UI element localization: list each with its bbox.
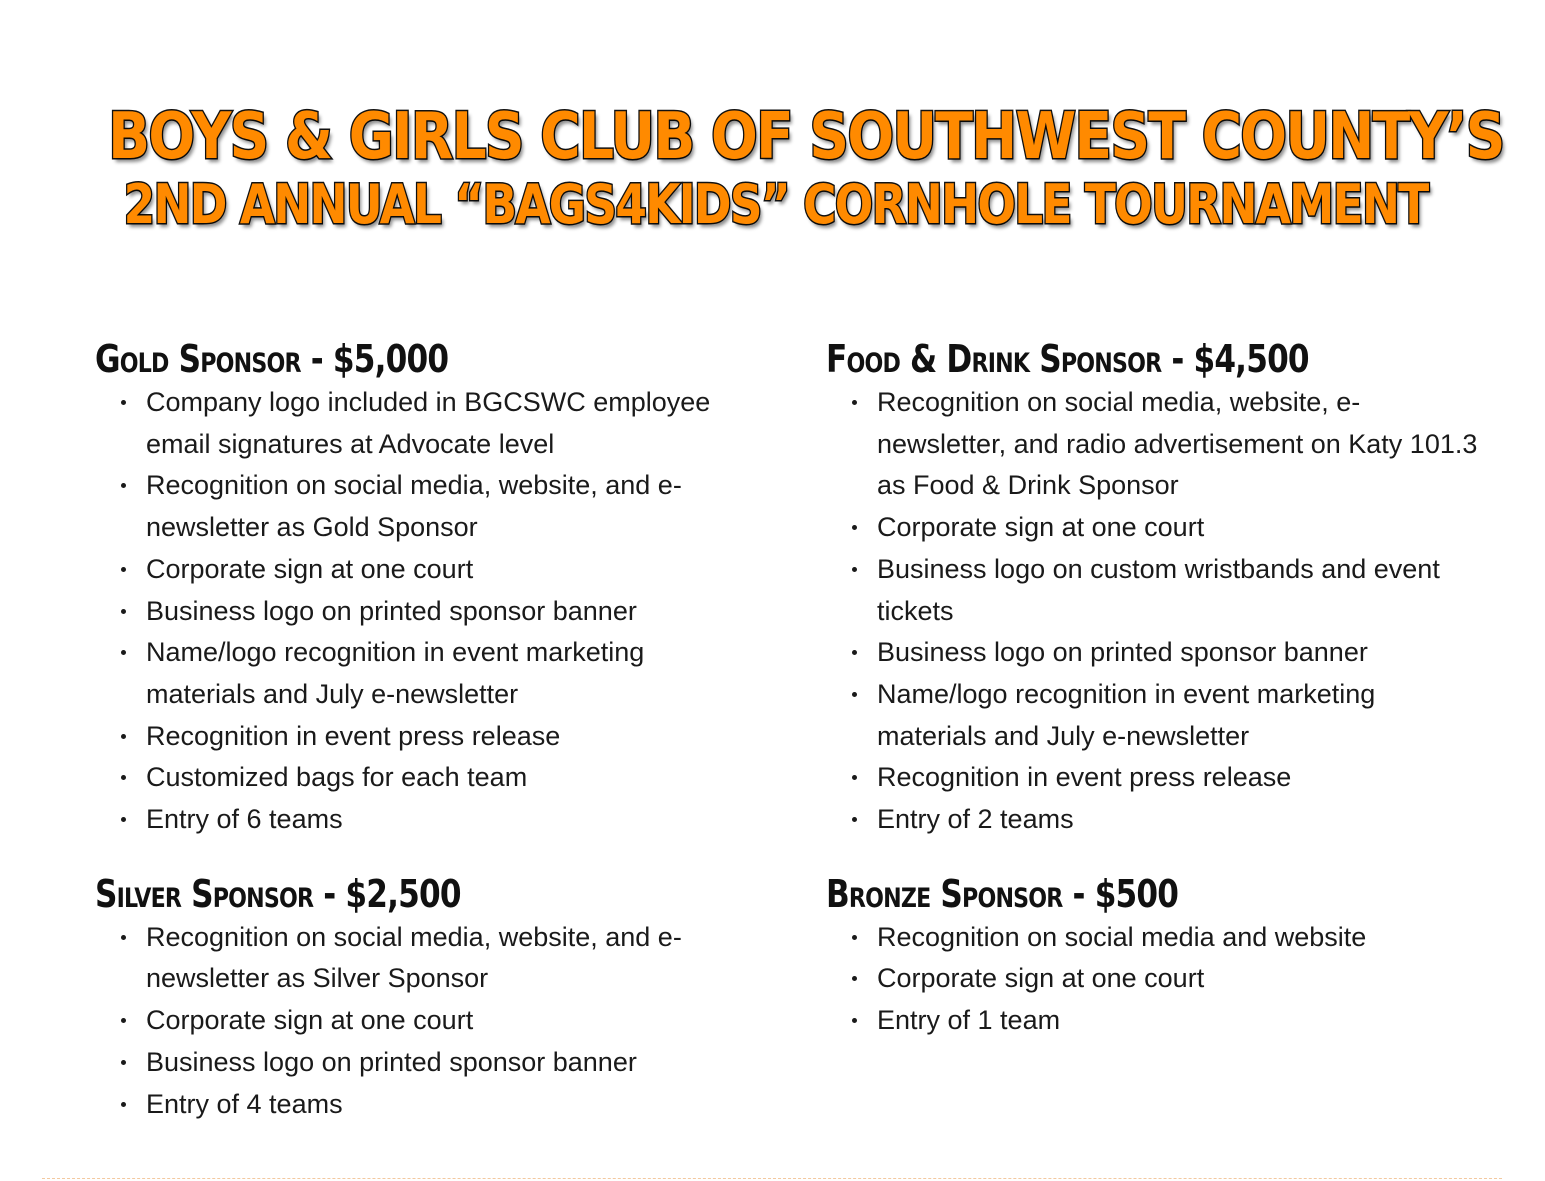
benefit-list-item	[95, 1042, 755, 1084]
benefit-text: Recognition in event press release	[146, 720, 561, 751]
bronze-sponsor-section	[826, 871, 1486, 1042]
title-line-1: BOYS & GIRLS CLUB OF SOUTHWEST COUNTY’S	[108, 100, 1504, 174]
bullet-icon	[121, 935, 126, 940]
benefit-text: Business logo on custom wristbands and event tickets	[877, 553, 1440, 626]
benefit-text: Corporate sign at one court	[877, 963, 1205, 994]
benefit-text: Recognition on social media, website, and e-newsletter as Silver Sponsor	[146, 921, 682, 994]
benefit-text: Business logo on printed sponsor banner	[877, 637, 1368, 668]
benefit-text: Entry of 4 teams	[146, 1088, 343, 1119]
gold-sponsor-title: Gold Sponsor - $5,000	[95, 337, 449, 381]
silver-benefits-list	[95, 917, 755, 1126]
bullet-icon	[121, 650, 126, 655]
silver-sponsor-title: Silver Sponsor - $2,500	[95, 871, 461, 916]
benefit-text: Name/logo recognition in event marketing materials and July e-newsletter	[146, 637, 645, 709]
benefit-text: Recognition in event press release	[877, 762, 1292, 793]
bullet-icon	[121, 483, 126, 488]
bronze-benefits-list	[826, 917, 1486, 1042]
gold-sponsor-section	[95, 336, 755, 841]
silver-sponsor-section	[95, 871, 755, 1126]
bullet-icon	[121, 567, 126, 572]
benefit-list-item	[95, 632, 755, 715]
benefit-list-item	[95, 1000, 755, 1042]
right-column	[826, 336, 1486, 1072]
food-drink-sponsor-section	[826, 336, 1486, 841]
benefit-text: Corporate sign at one court	[877, 512, 1205, 543]
benefit-list-item	[826, 632, 1486, 674]
benefit-list-item	[826, 958, 1486, 1000]
bullet-icon	[852, 817, 857, 822]
benefit-list-item	[826, 799, 1486, 841]
benefit-text: Business logo on printed sponsor banner	[146, 1046, 637, 1077]
benefit-list-item	[95, 591, 755, 633]
benefit-text: Recognition on social media, website, e-newsletter, and radio advertisement on Katy 101.3 as Food & Drink Sponsor	[877, 387, 1478, 501]
bullet-icon	[121, 734, 126, 739]
benefit-text: Business logo on printed sponsor banner	[146, 595, 637, 626]
bullet-icon	[121, 609, 126, 614]
food-drink-benefits-list	[826, 382, 1486, 841]
benefit-list-item	[826, 382, 1486, 507]
benefit-list-item	[826, 674, 1486, 757]
benefit-list-item	[95, 757, 755, 799]
benefit-list-item	[826, 917, 1486, 959]
benefit-list-item	[95, 549, 755, 591]
benefit-list-item	[95, 917, 755, 1000]
benefit-text: Corporate sign at one court	[146, 553, 474, 584]
benefit-list-item	[826, 507, 1486, 549]
benefit-list-item	[826, 549, 1486, 632]
benefit-text: Entry of 6 teams	[146, 804, 343, 835]
benefit-text: Recognition on social media and website	[877, 921, 1367, 952]
bronze-sponsor-title: Bronze Sponsor - $500	[826, 871, 1179, 916]
benefit-list-item	[95, 1084, 755, 1126]
bullet-icon	[852, 775, 857, 780]
bullet-icon	[121, 1060, 126, 1065]
benefit-list-item	[95, 799, 755, 841]
benefit-list-item	[95, 716, 755, 758]
footer-divider	[42, 1178, 1502, 1179]
gold-benefits-list	[95, 382, 755, 841]
bullet-icon	[852, 935, 857, 940]
benefit-list-item	[95, 382, 755, 465]
benefit-text: Customized bags for each team	[146, 762, 528, 793]
bullet-icon	[121, 400, 126, 405]
page-header	[0, 100, 1545, 236]
benefit-text: Recognition on social media, website, and e-newsletter as Gold Sponsor	[146, 470, 682, 543]
benefit-list-item	[826, 1000, 1486, 1042]
benefit-list-item	[826, 757, 1486, 799]
benefit-text: Entry of 2 teams	[877, 804, 1074, 835]
title-line-2: 2ND ANNUAL “BAGS4KIDS” CORNHOLE TOURNAMENT	[123, 173, 1428, 236]
bullet-icon	[852, 692, 857, 697]
bullet-icon	[852, 525, 857, 530]
benefit-text: Entry of 1 team	[877, 1005, 1061, 1036]
bullet-icon	[852, 1018, 857, 1023]
benefit-list-item	[95, 465, 755, 548]
benefit-text: Company logo included in BGCSWC employee email signatures at Advocate level	[146, 387, 711, 459]
bullet-icon	[121, 817, 126, 822]
bullet-icon	[121, 1102, 126, 1107]
bullet-icon	[852, 567, 857, 572]
bullet-icon	[852, 976, 857, 981]
benefit-text: Name/logo recognition in event marketing materials and July e-newsletter	[877, 678, 1376, 751]
bullet-icon	[121, 1018, 126, 1023]
bullet-icon	[852, 650, 857, 655]
bullet-icon	[121, 775, 126, 780]
left-column	[95, 336, 755, 1155]
bullet-icon	[852, 400, 857, 405]
food-drink-sponsor-title: Food & Drink Sponsor - $4,500	[826, 337, 1309, 381]
benefit-text: Corporate sign at one court	[146, 1005, 474, 1036]
